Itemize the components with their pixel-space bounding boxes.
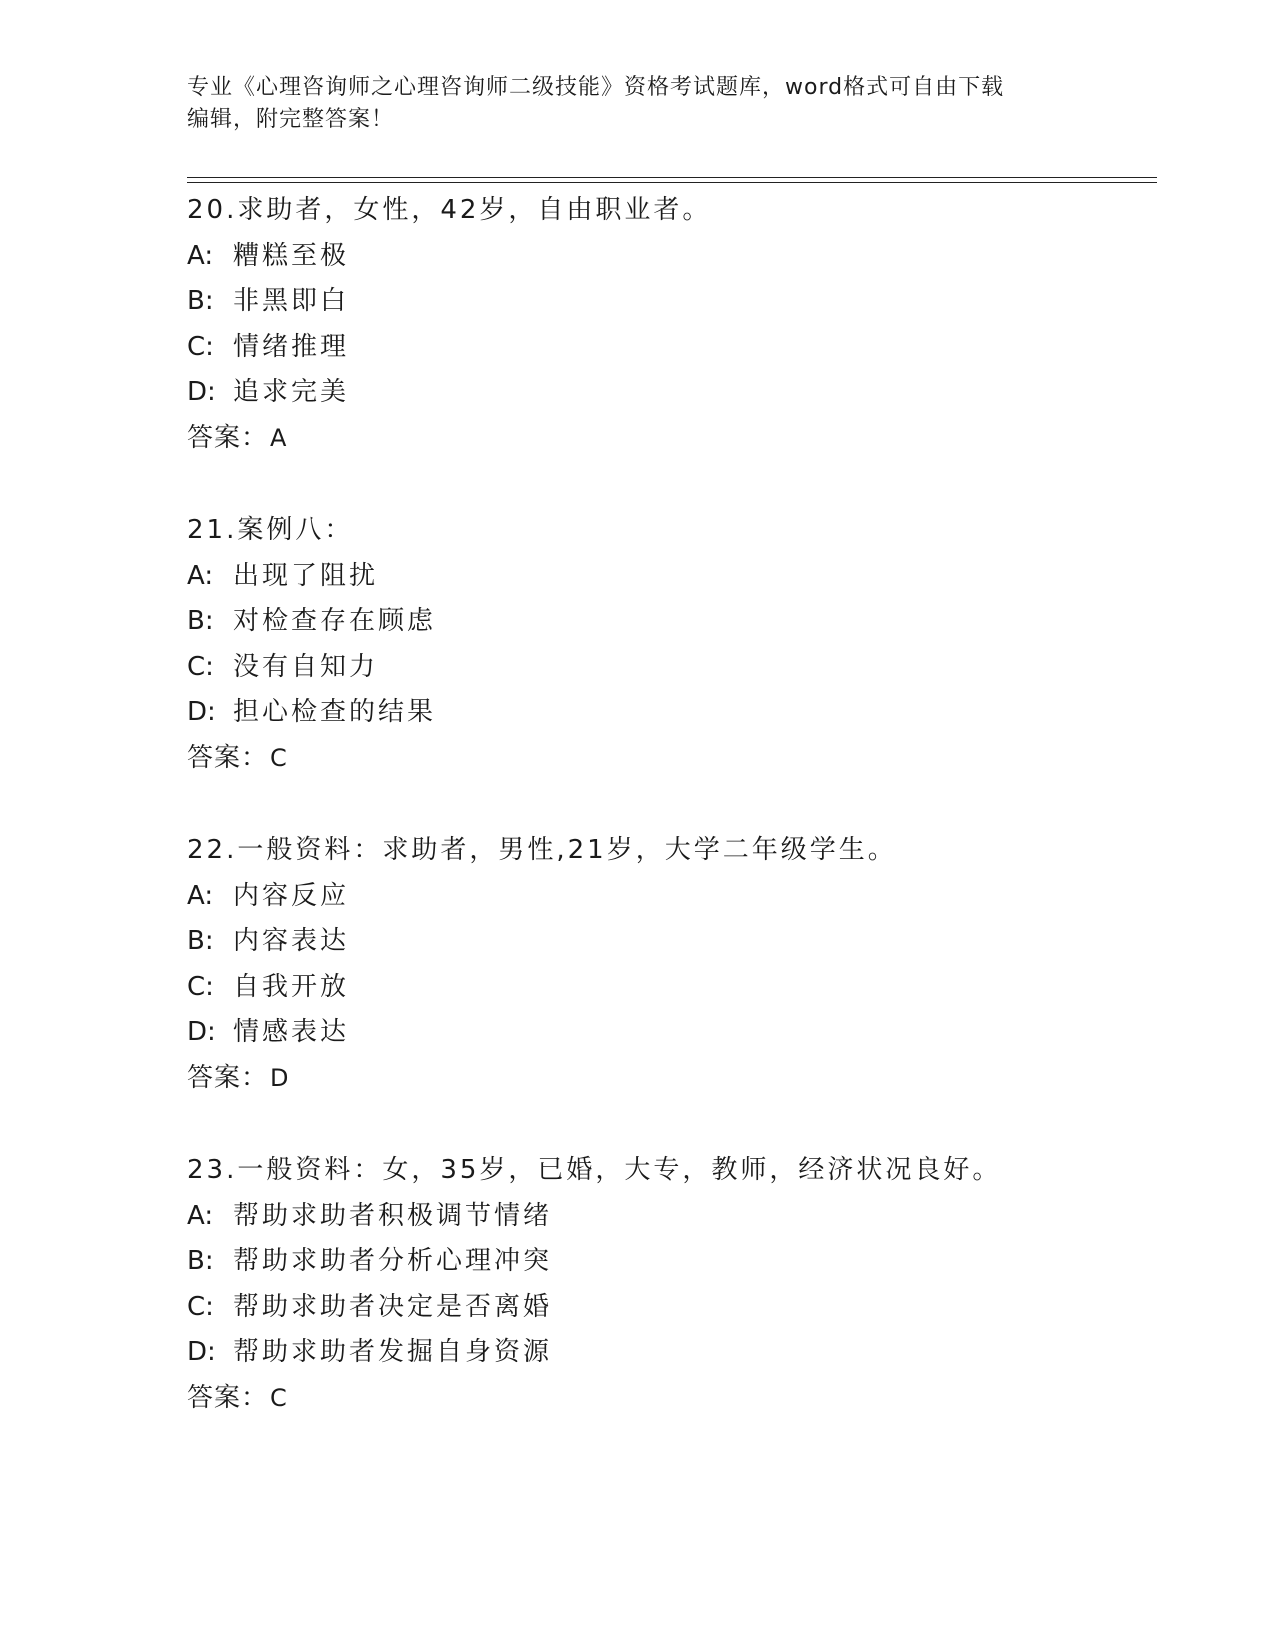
option-text: 非黑即白 bbox=[233, 286, 350, 316]
answer-label: 答案： bbox=[187, 742, 269, 773]
option-letter: C: bbox=[187, 651, 214, 682]
answer-label: 答案： bbox=[187, 1062, 269, 1093]
question-item bbox=[187, 828, 1157, 1148]
question-title: 20.求助者，女性，42岁，自由职业者。 bbox=[187, 195, 712, 225]
question-title: 23.一般资料：女，35岁，已婚，大专，教师，经济状况良好。 bbox=[187, 1155, 1002, 1185]
option-c bbox=[187, 645, 1157, 691]
option-a bbox=[187, 554, 1157, 600]
document-header bbox=[187, 72, 1087, 136]
option-a bbox=[187, 874, 1157, 920]
option-d bbox=[187, 370, 1157, 416]
answer-line bbox=[187, 416, 1157, 462]
option-letter: D: bbox=[187, 1017, 216, 1047]
header-divider-top bbox=[187, 177, 1157, 178]
question-list bbox=[187, 188, 1157, 1468]
option-text: 追求完美 bbox=[233, 377, 350, 407]
option-a bbox=[187, 1194, 1157, 1240]
header-divider-bottom bbox=[187, 182, 1157, 183]
option-text: 帮助求助者发掘自身资源 bbox=[233, 1337, 553, 1367]
option-d bbox=[187, 1010, 1157, 1056]
option-text: 内容表达 bbox=[233, 926, 350, 956]
option-b bbox=[187, 919, 1157, 965]
option-letter: C: bbox=[187, 971, 214, 1002]
option-letter: C: bbox=[187, 1291, 214, 1322]
option-d bbox=[187, 1330, 1157, 1376]
option-text: 帮助求助者积极调节情绪 bbox=[233, 1200, 553, 1231]
option-letter: C: bbox=[187, 331, 214, 362]
option-b bbox=[187, 279, 1157, 325]
option-text: 情绪推理 bbox=[233, 331, 350, 362]
answer-value: D bbox=[270, 1063, 290, 1092]
option-letter: D: bbox=[187, 697, 216, 727]
answer-line bbox=[187, 1056, 1157, 1102]
option-letter: B: bbox=[187, 606, 214, 636]
question-item bbox=[187, 188, 1157, 508]
option-letter: B: bbox=[187, 926, 214, 956]
option-d bbox=[187, 690, 1157, 736]
header-line-2: 编辑，附完整答案！ bbox=[187, 107, 395, 132]
question-item bbox=[187, 508, 1157, 828]
option-letter: D: bbox=[187, 377, 216, 407]
option-letter: B: bbox=[187, 286, 214, 316]
question-item bbox=[187, 1148, 1157, 1468]
option-text: 担心检查的结果 bbox=[233, 697, 437, 727]
option-c bbox=[187, 1285, 1157, 1331]
option-letter: A: bbox=[187, 1200, 214, 1231]
option-text: 内容反应 bbox=[233, 880, 350, 911]
header-line-1: 专业《心理咨询师之心理咨询师二级技能》资格考试题库，word格式可自由下载 bbox=[187, 75, 1005, 100]
option-text: 自我开放 bbox=[233, 971, 350, 1002]
answer-label: 答案： bbox=[187, 422, 269, 453]
option-letter: A: bbox=[187, 880, 214, 911]
answer-line bbox=[187, 1376, 1157, 1422]
option-letter: D: bbox=[187, 1337, 216, 1367]
answer-value: A bbox=[270, 423, 288, 452]
option-a bbox=[187, 234, 1157, 280]
option-text: 出现了阻扰 bbox=[233, 560, 379, 591]
option-letter: A: bbox=[187, 560, 214, 591]
option-letter: A: bbox=[187, 240, 214, 271]
option-b bbox=[187, 599, 1157, 645]
option-text: 糟糕至极 bbox=[233, 240, 350, 271]
option-text: 情感表达 bbox=[233, 1017, 350, 1047]
answer-line bbox=[187, 736, 1157, 782]
answer-value: C bbox=[270, 1383, 288, 1412]
answer-label: 答案： bbox=[187, 1382, 269, 1413]
option-text: 对检查存在顾虑 bbox=[233, 606, 437, 636]
question-title: 21.案例八： bbox=[187, 515, 354, 545]
option-b bbox=[187, 1239, 1157, 1285]
option-text: 帮助求助者分析心理冲突 bbox=[233, 1246, 553, 1276]
option-text: 帮助求助者决定是否离婚 bbox=[233, 1291, 553, 1322]
option-c bbox=[187, 965, 1157, 1011]
question-title: 22.一般资料：求助者，男性,21岁，大学二年级学生。 bbox=[187, 835, 897, 865]
option-letter: B: bbox=[187, 1246, 214, 1276]
option-c bbox=[187, 325, 1157, 371]
option-text: 没有自知力 bbox=[233, 651, 379, 682]
answer-value: C bbox=[270, 743, 288, 772]
